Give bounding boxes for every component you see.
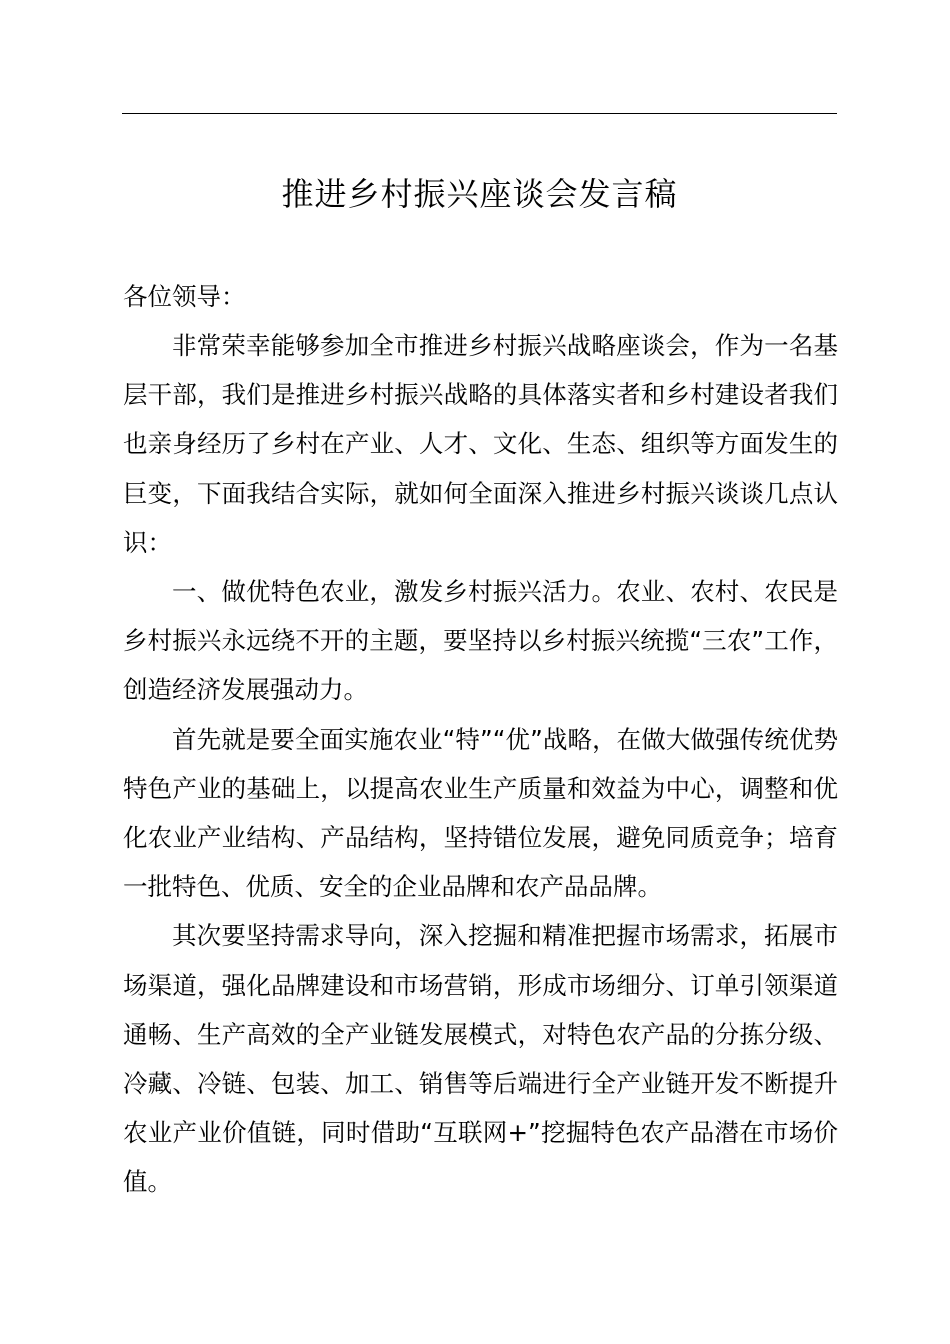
salutation: 各位领导： [123,282,246,311]
paragraph-intro: 非常荣幸能够参加全市推进乡村振兴战略座谈会，作为一名基层干部，我们是推进乡村振兴战略的具体落实者和乡村建设者我们也亲身经历了乡村在产业、人才、文化、生态、组织等方面发生的巨变，下面我结合实际，就如何全面深入推进乡村振兴谈谈几点认识： [123,331,838,557]
paragraph-first: 首先就是要全面实施农业“特”“优”战略，在做大做强传统优势特色产业的基础上，以提高农业生产质量和效益为中心，调整和优化农业产业结构、产品结构，坚持错位发展，避免同质竞争；培育一批特色、优质、安全的企业品牌和农产品品牌。 [123,724,838,902]
paragraph-second: 其次要坚持需求导向，深入挖掘和精准把握市场需求，拓展市场渠道，强化品牌建设和市场营销，形成市场细分、订单引领渠道通畅、生产高效的全产业链发展模式，对特色农产品的分拣分级、冷藏、冷链、包装、加工、销售等后端进行全产业链开发不断提升农业产业价值链，同时借助“互联网+”挖掘特色农产品潜在市场价值。 [123,921,838,1197]
paragraph-point-one: 一、做优特色农业，激发乡村振兴活力。农业、农村、农民是乡村振兴永远绕不开的主题，要坚持以乡村振兴统揽“三农”工作，创造经济发展强动力。 [123,577,838,705]
document-title: 推进乡村振兴座谈会发言稿 [281,175,678,213]
header-rule [122,113,837,114]
body-paragraphs [123,321,838,1207]
